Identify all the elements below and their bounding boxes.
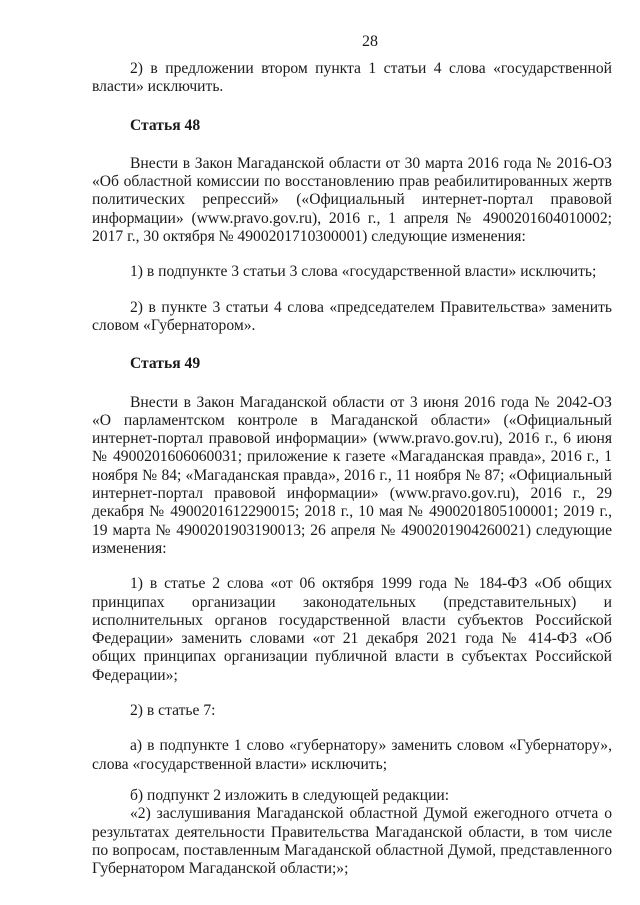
article-49-heading: Статья 49 [130,355,201,373]
article-49-item-1: 1) в статье 2 слова «от 06 октября 1999 года № 184-ФЗ «Об общих принципах организации законодательных (представительных) и исполнительных органов государственной власти субъектов Российской Федерации» заменить словами «от 21 декабря 2021 года № 414-ФЗ «Об общих принципах организации публичной власти в субъектах Российской Федерации»; [92,575,612,684]
article-49-item-2b-text: «2) заслушивания Магаданской областной Думой ежегодного отчета о результатах деятельности Правительства Магаданской области, в том числе по вопросам, поставленным Магаданской областной Думой, представленного Губернатором Магаданской области;»; [92,805,612,878]
document-body [92,60,612,878]
article-48-intro: Внести в Закон Магаданской области от 30 марта 2016 года № 2016-ОЗ «Об областной комиссии по восстановлению прав реабилитированных жертв политических репрессий» («Официальный интернет-портал правовой информации» (www.pravo.gov.ru), 2016 г., 1 апреля № 4900201604010002; 2017 г., 30 октября № 4900201710300001) следующие изменения: [92,154,612,246]
article-49-intro: Внести в Закон Магаданской области от 3 июня 2016 года № 2042-ОЗ «О парламентском контроле в Магаданской области» («Официальный интернет-портал правовой информации» (www.pravo.gov.ru), 2016 г., 6 июня № 4900201606060031; приложение к газете «Магаданская правда», 2016 г., 1 ноября № 84; «Магаданская правда», 2016 г., 11 ноября № 87; «Официальный интернет-портал правовой информации» (www.pravo.gov.ru), 2016 г., 29 декабря № 4900201612290015; 2018 г., 10 мая № 4900201805100001; 2019 г., 19 марта № 4900201903190013; 26 апреля № 4900201904260021) следующие изменения: [92,393,612,557]
article-48-item-2: 2) в пункте 3 статьи 4 слова «председателем Правительства» заменить словом «Губернатором». [92,298,612,334]
page-number: 28 [362,33,378,50]
article-49-item-2: 2) в статье 7: [130,702,216,720]
article-48-heading: Статья 48 [130,116,201,134]
article-49-item-2b: б) подпункт 2 изложить в следующей редакции: [130,786,450,804]
article-49-item-2a: а) в подпункте 1 слово «губернатору» заменить словом «Губернатору», слова «государственной власти» исключить; [92,737,612,773]
paragraph-amendment-2: 2) в предложении втором пункта 1 статьи 4 слова «государственной власти» исключить. [92,60,612,96]
article-48-item-1: 1) в подпункте 3 статьи 3 слова «государственной власти» исключить; [130,263,597,281]
